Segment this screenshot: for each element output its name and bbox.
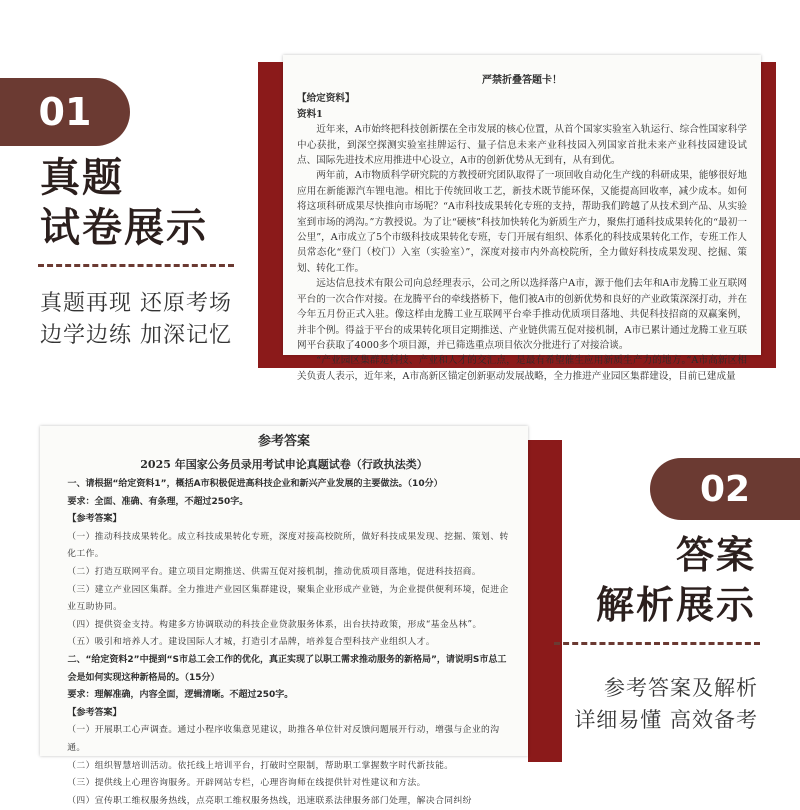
exam-paper-header: 严禁折叠答题卡！ <box>482 75 562 86</box>
section-title-line: 答案 <box>675 532 756 577</box>
answer-item: （三）建立产业园区集群。全力推进产业园区集群建设，聚集企业形成产业链，为企业提供便利环境，促进企业互助协同。 <box>67 584 509 613</box>
paragraph: 远达信息技术有限公司向总经理表示，公司之所以选择落户A市，源于他们去年和A市龙腾工业互联网平台的一次合作对接。在龙腾平台的牵线搭桥下，他们被A市的创新优势和良好的产业政策深深打动，并在今年五月份正式入驻。像这样由龙腾工业互联网平台牵手推动优质项目落地、共促科技招商的双赢案例，并非个例。得益于平台的成果转化项目定期推送、产业链供需互促对接机制，A市已累计通过龙腾工业互联网平台获取了4000多个项目源，并已筛选重点项目依次分批进行了对接洽谈。 <box>297 278 747 351</box>
section-number: 01 <box>38 90 92 134</box>
material-label: 资料1 <box>297 108 323 120</box>
dashed-divider <box>554 642 760 645</box>
answer-item: （四）提供资金支持。构建多方协调联动的科技企业贷款服务体系，出台扶持政策，形成“基金丛林”。 <box>67 619 482 630</box>
question: 一、请根据“给定资料1”，概括A市积极促进高科技企业和新兴产业发展的主要做法。（10分） <box>67 479 443 489</box>
accent-backdrop <box>528 440 562 762</box>
section-title <box>596 530 756 630</box>
reference-answer-label: 【参考答案】 <box>67 514 122 525</box>
section-number-badge <box>0 78 130 146</box>
dashed-divider <box>38 264 234 267</box>
answer-paper-subtitle: 2025 年国家公务员录用考试申论真题试卷（行政执法类） <box>140 458 428 471</box>
exam-paper-preview <box>283 55 761 382</box>
question-requirement: 要求：理解准确，内容全面，逻辑清晰。不超过250字。 <box>67 690 294 701</box>
answer-paper-preview <box>40 426 528 806</box>
reference-answer-label: 【参考答案】 <box>67 707 122 718</box>
answer-item: （四）宣传职工维权服务热线，点亮职工维权服务热线，迅速联系法律服务部门处理，解决合同纠纷 <box>67 795 472 806</box>
section-title-line: 试卷展示 <box>40 204 208 251</box>
tagline: 真题再现 还原考场 <box>40 291 232 316</box>
tagline: 参考答案及解析 <box>604 676 758 700</box>
answer-item: （二）打造互联网平台。建立项目定期推送、供需互促对接机制，推动优质项目落地，促进科技招商。 <box>67 566 482 577</box>
section-title-line: 解析展示 <box>595 582 756 627</box>
answer-item: （二）组织智慧培训活动。依托线上培训平台，打破时空限制，帮助职工掌握数字时代新技能。 <box>67 760 454 771</box>
section-number-badge <box>650 458 800 520</box>
answer-item: （一）推动科技成果转化。成立科技成果转化专班，深度对接高校院所，做好科技成果发现、挖掘、策划、转化工作。 <box>67 531 509 560</box>
tagline: 详细易懂 高效备考 <box>574 708 758 732</box>
paragraph: 两年前，A市物质科学研究院的方教授研究团队取得了一项回收自动化生产线的科研成果，能够很好地应用在新能源汽车锂电池。相比于传统回收工艺，新技术既节能环保，又能提高回收率，减少成本。如何将这项科研成果尽快推向市场呢？“A市科技成果转化专班的支持，帮助我们跨越了从技术到产品、从实验室到市场的鸿沟。”方教授说。为了让“硬核”科技加快转化为新质生产力，聚焦打通科技成果转化的“最初一公里”，A市成立了5个市级科技成果转化专班，专门开展有组织、体系化的科技成果转化工作，专班工作人员常态化“登门（校门）入室（实验室）”，深度对接市内外高校院所，全力做好科技成果发现、挖掘、策划、转化工作。 <box>297 170 747 274</box>
answer-item: （一）开展职工心声调查。通过小程序收集意见建议，助推各单位针对反馈问题展开行动，增强与企业的沟通。 <box>67 725 500 753</box>
section-label: 【给定资料】 <box>297 93 355 105</box>
answer-item: （五）吸引和培养人才。建设国际人才城，打造引才品牌，培养复合型科技产业组织人才。 <box>67 637 436 648</box>
question: 二、“给定资料2”中提到“S市总工会工作的优化，真正实现了以职工需求推动服务的新格局”，请说明S市总工会是如何实现这种新格局的。（15分） <box>67 654 507 683</box>
section-title <box>40 153 208 253</box>
section-title-line: 真题 <box>40 154 124 201</box>
answer-item: （三）提供线上心理咨询服务。开辟网站专栏，心理咨询师在线提供针对性建议和方法。 <box>67 778 426 789</box>
paragraph: “产业园区集群是科技、产业和人才的交汇点，是最有希望催生应用新质生产力的地方。”A市高新区相关负责人表示，近年来，A市高新区锚定创新驱动发展战略，全力推进产业园区集群建设，目前已建成量 <box>297 355 747 382</box>
paragraph: 近年来，A市始终把科技创新摆在全市发展的核心位置，从首个国家实验室入轨运行、综合性国家科学中心获批，到深空探测实验室挂牌运行、量子信息未来产业科技园入列国家首批未来产业科技园建设试点、国际先进技术应用推进中心设立，A市的创新优势从无到有，从有到优。 <box>297 124 747 167</box>
question-requirement: 要求：全面、准确、有条理，不超过250字。 <box>67 496 249 507</box>
answer-paper-header: 参考答案 <box>257 434 310 449</box>
tagline: 边学边练 加深记忆 <box>40 323 232 348</box>
section-number: 02 <box>699 468 751 510</box>
